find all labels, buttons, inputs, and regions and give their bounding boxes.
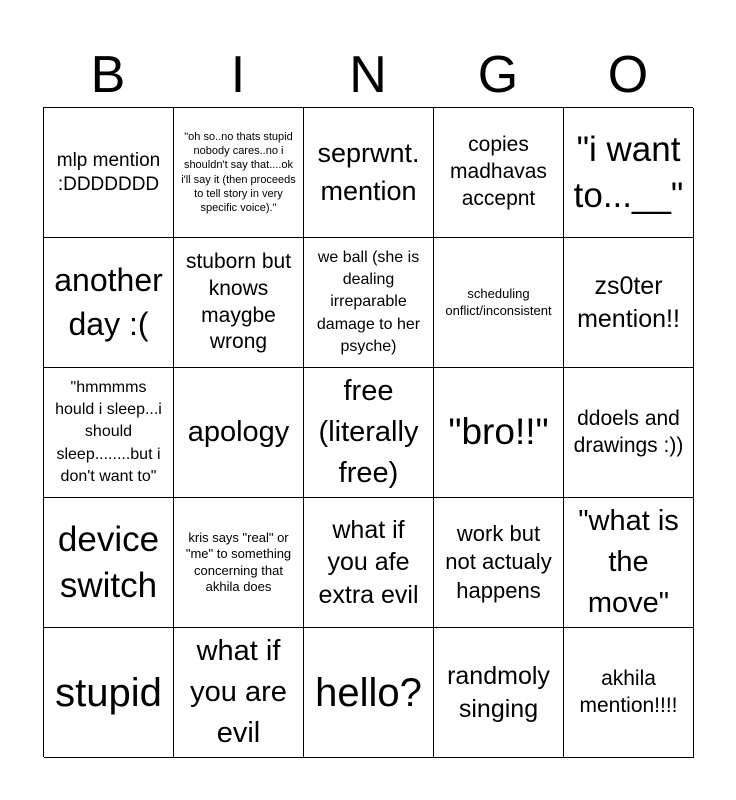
bingo-cell[interactable]: we ball (she is dealing irreparable damage to her psyche) xyxy=(304,238,434,368)
bingo-cell[interactable]: "what is the move" xyxy=(564,498,694,628)
bingo-cell[interactable]: zs0ter mention!! xyxy=(564,238,694,368)
bingo-cell[interactable]: what if you afe extra evil xyxy=(304,498,434,628)
bingo-cell[interactable]: copies madhavas accepnt xyxy=(434,108,564,238)
bingo-cell[interactable]: scheduling onflict/inconsistent xyxy=(434,238,564,368)
bingo-cell[interactable]: what if you are evil xyxy=(174,628,304,758)
header-letter-o: O xyxy=(607,46,649,104)
bingo-cell[interactable]: kris says "real" or "me" to something concerning that akhila does xyxy=(174,498,304,628)
bingo-cell[interactable]: free (literally free) xyxy=(304,368,434,498)
bingo-cell[interactable]: "bro!!" xyxy=(434,368,564,498)
bingo-cell[interactable]: work but not actualy happens xyxy=(434,498,564,628)
bingo-board xyxy=(43,107,693,757)
bingo-cell[interactable]: "oh so..no thats stupid nobody cares..no i shouldn't say that....ok i'll say it (then proceeds to tell story in very specific voice)." xyxy=(174,108,304,238)
bingo-cell[interactable]: stupid xyxy=(44,628,174,758)
bingo-cell[interactable]: mlp mention :DDDDDDD xyxy=(44,108,174,238)
header-letter-i: I xyxy=(230,46,246,104)
header-letter-b: B xyxy=(90,46,126,104)
bingo-cell[interactable]: another day :( xyxy=(44,238,174,368)
bingo-cell[interactable]: device switch xyxy=(44,498,174,628)
bingo-cell[interactable]: "hmmmms hould i sleep...i should sleep........but i don't want to" xyxy=(44,368,174,498)
bingo-cell[interactable]: seprwnt. mention xyxy=(304,108,434,238)
bingo-cell[interactable]: ddoels and drawings :)) xyxy=(564,368,694,498)
bingo-cell[interactable]: randmoly singing xyxy=(434,628,564,758)
bingo-cell[interactable]: "i want to...__" xyxy=(564,108,694,238)
bingo-cell[interactable]: apology xyxy=(174,368,304,498)
bingo-header xyxy=(43,42,693,108)
bingo-cell[interactable]: hello? xyxy=(304,628,434,758)
bingo-cell[interactable]: akhila mention!!!! xyxy=(564,628,694,758)
header-letter-n: N xyxy=(349,46,387,104)
header-letter-g: G xyxy=(477,46,519,104)
bingo-cell[interactable]: stuborn but knows maygbe wrong xyxy=(174,238,304,368)
